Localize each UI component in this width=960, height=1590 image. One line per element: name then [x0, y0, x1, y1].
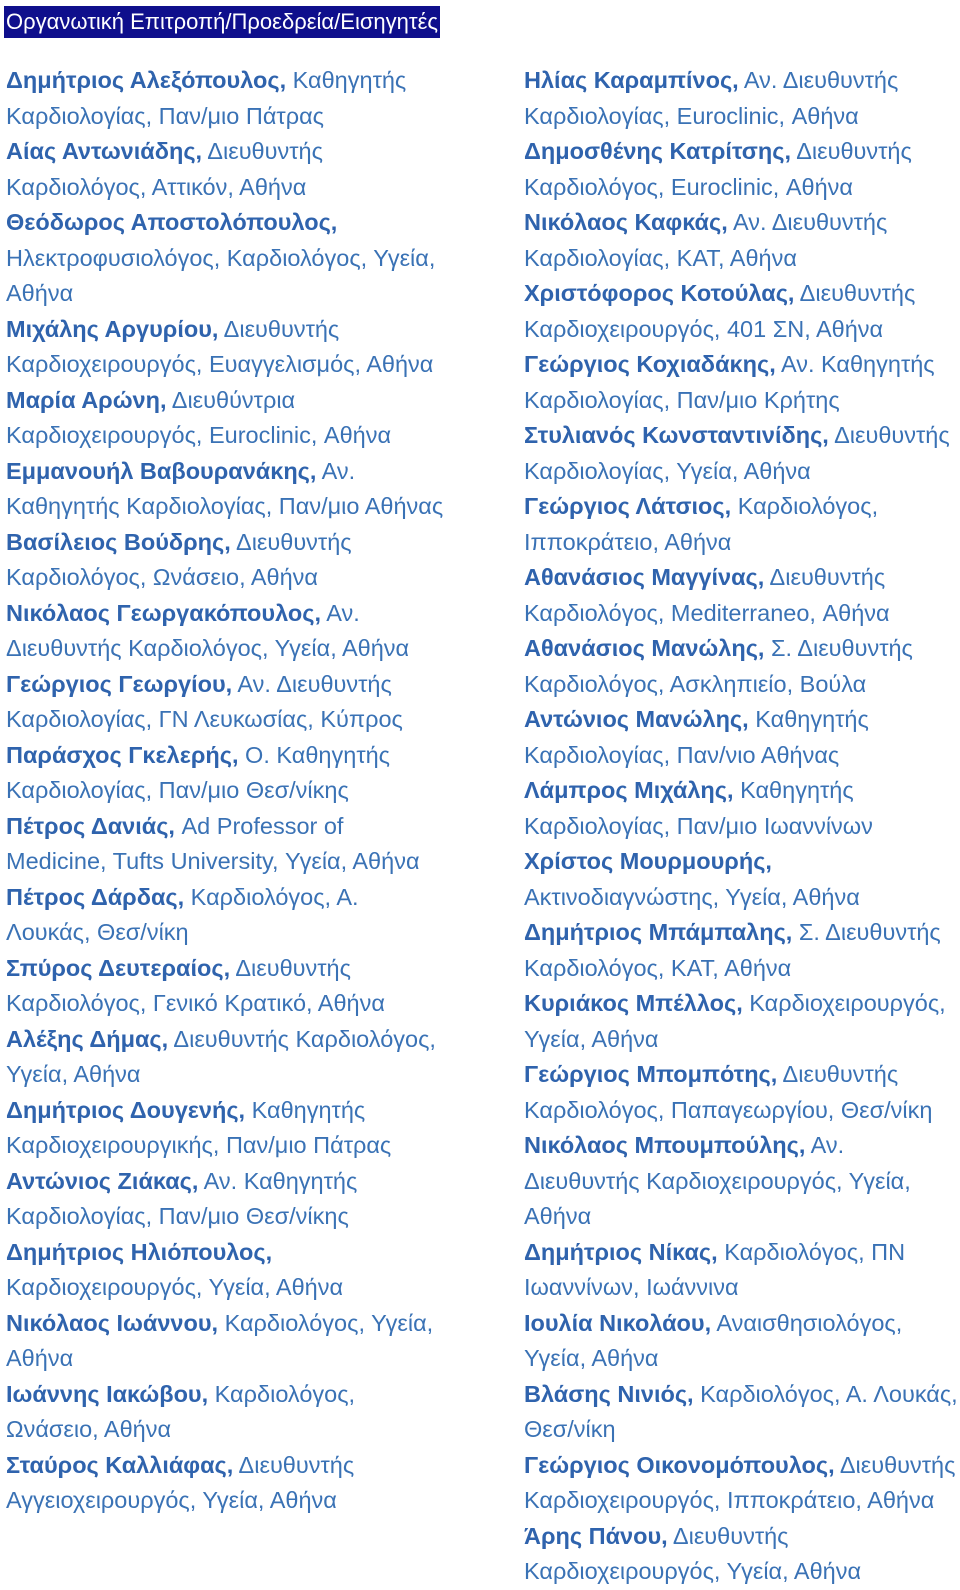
person-entry	[524, 63, 958, 134]
person-affiliation: Καθηγητής Καρδιολογίας, Παν/μιο Ιωαννίνων	[524, 777, 873, 839]
person-entry	[6, 951, 446, 1022]
person-entry	[524, 1235, 958, 1306]
person-name: Γεώργιος Γεωργίου,	[6, 670, 233, 697]
person-affiliation: Αν. Διευθυντής Καρδιοχειρουργός, Υγεία, Αθήνα	[524, 1132, 911, 1229]
person-entry	[524, 560, 958, 631]
person-affiliation: Διευθυντής Καρδιολόγος, Γενικό Κρατικό, Αθήνα	[6, 954, 385, 1016]
person-name: Δημήτριος Μπάμπαλης,	[524, 919, 793, 945]
person-affiliation: Αναισθησιολόγος, Υγεία, Αθήνα	[524, 1309, 903, 1371]
person-affiliation: Ακτινοδιαγνώστης, Υγεία, Αθήνα	[524, 883, 860, 910]
person-entry	[524, 347, 958, 418]
person-name: Ιωάννης Ιακώβου,	[6, 1380, 209, 1407]
person-name: Βλάσης Νινιός,	[524, 1380, 694, 1407]
person-affiliation: Καρδιοχειρουργός, Υγεία, Αθήνα	[6, 1274, 344, 1300]
person-affiliation: Διευθυντής Καρδιολόγος, Mediterraneo, Αθήνα	[524, 564, 890, 626]
person-affiliation: Διευθυντής Καρδιολόγος, Αττικόν, Αθήνα	[6, 138, 323, 200]
right-column	[524, 63, 958, 1590]
person-entry	[6, 205, 446, 312]
person-entry	[6, 1306, 446, 1377]
person-name: Δημήτριος Αλεξόπουλος,	[6, 67, 287, 93]
person-entry	[524, 1448, 958, 1519]
person-entry	[524, 631, 958, 702]
person-affiliation: Αν. Διευθυντής Καρδιολογίας, ΚΑΤ, Αθήνα	[524, 209, 888, 271]
person-affiliation: Σ. Διευθυντής Καρδιολόγος, Ασκληπιείο, Βούλα	[524, 635, 913, 697]
person-entry	[524, 844, 958, 915]
person-affiliation: Καρδιολόγος, Ωνάσειο, Αθήνα	[6, 1380, 356, 1442]
person-name: Εμμανουήλ Βαβουρανάκης,	[6, 457, 317, 484]
person-affiliation: Καρδιολόγος, Α. Λουκάς, Θεσ/νίκη	[6, 883, 359, 945]
person-affiliation: Διευθυντής Καρδιολογίας, Υγεία, Αθήνα	[524, 422, 950, 484]
person-affiliation: Διευθύντρια Καρδιοχειρουργός, Euroclinic, Αθήνα	[6, 386, 392, 448]
person-affiliation: Αν. Καθηγητής Καρδιολογίας, Παν/μιο Κρήτης	[524, 351, 935, 413]
person-affiliation: Διευθυντής Καρδιοχειρουργός, Ιπποκράτειο, Αθήνα	[524, 1451, 956, 1513]
person-name: Αθανάσιος Μανώλης,	[524, 635, 765, 661]
person-affiliation: Διευθυντής Καρδιοχειρουργός, 401 ΣΝ, Αθήνα	[524, 280, 916, 342]
person-entry	[524, 915, 958, 986]
person-entry	[524, 1306, 958, 1377]
person-affiliation: Διευθυντής Καρδιολόγος, Ωνάσειο, Αθήνα	[6, 528, 352, 590]
person-affiliation: Αν. Καθηγητής Καρδιολογίας, Παν/μιο Θεσ/νίκης	[6, 1167, 358, 1229]
person-entry	[6, 1448, 446, 1519]
person-entry	[524, 489, 958, 560]
person-affiliation: Καθηγητής Καρδιοχειρουργικής, Παν/μιο Πάτρας	[6, 1096, 392, 1158]
person-name: Πέτρος Δάρδας,	[6, 883, 185, 910]
person-name: Μιχάλης Αργυρίου,	[6, 315, 219, 342]
person-name: Νικόλαος Γεωργακόπουλος,	[6, 599, 321, 626]
person-name: Σταύρος Καλλιάφας,	[6, 1451, 234, 1478]
person-name: Θεόδωρος Αποστολόπουλος,	[6, 209, 338, 235]
person-affiliation: Αν. Διευθυντής Καρδιολογίας, ΓΝ Λευκωσίας, Κύπρος	[6, 670, 403, 732]
person-affiliation: Ο. Καθηγητής Καρδιολογίας, Παν/μιο Θεσ/νίκης	[6, 741, 390, 803]
person-name: Αντώνιος Μανώλης,	[524, 706, 749, 732]
person-name: Γεώργιος Μπομπότης,	[524, 1061, 778, 1087]
person-affiliation: Διευθυντής Καρδιολόγος, Euroclinic, Αθήνα	[524, 138, 912, 200]
person-affiliation: Σ. Διευθυντής Καρδιολόγος, ΚΑΤ, Αθήνα	[524, 919, 941, 981]
person-entry	[6, 1235, 446, 1306]
person-entry	[6, 525, 446, 596]
person-entry	[524, 1377, 958, 1448]
person-affiliation: Καθηγητής Καρδιολογίας, Παν/μιο Πάτρας	[6, 67, 407, 129]
person-entry	[524, 1057, 958, 1128]
person-affiliation: Καρδιοχειρουργός, Υγεία, Αθήνα	[524, 990, 946, 1052]
person-name: Δημήτριος Δουγενής,	[6, 1096, 246, 1123]
person-entry	[6, 312, 446, 383]
person-affiliation: Διευθυντής Αγγειοχειρουργός, Υγεία, Αθήνα	[6, 1451, 355, 1513]
person-entry	[6, 383, 446, 454]
person-entry	[6, 880, 446, 951]
person-affiliation: Διευθυντής Καρδιολόγος, Υγεία, Αθήνα	[6, 1025, 436, 1087]
person-affiliation: Καθηγητής Καρδιολογίας, Παν/νιο Αθήνας	[524, 706, 869, 768]
person-affiliation: Καρδιολόγος, Ιπποκράτειο, Αθήνα	[524, 493, 879, 555]
person-entry	[6, 738, 446, 809]
person-entry	[524, 986, 958, 1057]
person-name: Χρίστος Μουρμουρής,	[524, 848, 772, 874]
person-entry	[524, 773, 958, 844]
person-name: Αθανάσιος Μαγγίνας,	[524, 564, 765, 590]
person-name: Σπύρος Δευτεραίος,	[6, 954, 231, 981]
person-name: Δημήτριος Νίκας,	[524, 1238, 718, 1265]
person-name: Νικόλαος Ιωάννου,	[6, 1309, 219, 1336]
person-entry	[6, 454, 446, 525]
person-entry	[6, 809, 446, 880]
person-name: Γεώργιος Οικονομόπουλος,	[524, 1451, 835, 1478]
person-name: Γεώργιος Λάτσιος,	[524, 493, 732, 519]
person-affiliation: Καρδιολόγος, ΠΝ Ιωαννίνων, Ιωάννινα	[524, 1238, 906, 1300]
person-name: Αίας Αντωνιάδης,	[6, 138, 203, 164]
person-name: Γεώργιος Κοχιαδάκης,	[524, 351, 776, 377]
person-entry	[6, 1164, 446, 1235]
person-name: Ηλίας Καραμπίνος,	[524, 67, 739, 93]
person-entry	[524, 134, 958, 205]
person-name: Δημήτριος Ηλιόπουλος,	[6, 1238, 273, 1265]
person-name: Δημοσθένης Κατρίτσης,	[524, 138, 791, 164]
person-entry	[524, 1128, 958, 1235]
person-entry	[524, 1519, 958, 1590]
person-name: Κυριάκος Μπέλλος,	[524, 990, 743, 1016]
person-entry	[6, 63, 446, 134]
person-name: Μαρία Αρώνη,	[6, 386, 167, 413]
left-column	[6, 63, 446, 1519]
person-entry	[524, 702, 958, 773]
person-entry	[6, 1377, 446, 1448]
person-affiliation: Διευθυντής Καρδιοχειρουργός, Ευαγγελισμός, Αθήνα	[6, 315, 434, 377]
person-name: Λάμπρος Μιχάλης,	[524, 777, 734, 803]
person-entry	[6, 596, 446, 667]
person-entry	[524, 276, 958, 347]
person-affiliation: Αν. Διευθυντής Καρδιολόγος, Υγεία, Αθήνα	[6, 599, 410, 661]
person-affiliation: Αν. Καθηγητής Καρδιολογίας, Παν/μιο Αθήνας	[6, 457, 444, 519]
person-name: Παράσχος Γκελερής,	[6, 741, 239, 768]
person-name: Στυλιανός Κωνσταντινίδης,	[524, 422, 829, 448]
person-name: Ιουλία Νικολάου,	[524, 1309, 712, 1336]
person-affiliation: Καρδιολόγος, Υγεία, Αθήνα	[6, 1309, 434, 1371]
person-entry	[6, 1093, 446, 1164]
person-name: Χριστόφορος Κοτούλας,	[524, 280, 795, 306]
person-entry	[6, 1022, 446, 1093]
person-affiliation: Διευθυντής Καρδιοχειρουργός, Υγεία, Αθήνα	[524, 1522, 862, 1584]
person-affiliation: Ηλεκτροφυσιολόγος, Καρδιολόγος, Υγεία, Αθήνα	[6, 244, 436, 306]
person-name: Πέτρος Δανιάς,	[6, 812, 175, 839]
person-affiliation: Αν. Διευθυντής Καρδιολογίας, Euroclinic, Αθήνα	[524, 67, 899, 129]
person-name: Βασίλειος Βούδρης,	[6, 528, 231, 555]
person-entry	[524, 418, 958, 489]
person-name: Αλέξης Δήμας,	[6, 1025, 169, 1052]
person-name: Νικόλαος Καφκάς,	[524, 209, 728, 235]
person-name: Άρης Πάνου,	[524, 1522, 668, 1549]
person-name: Αντώνιος Ζιάκας,	[6, 1167, 199, 1194]
person-affiliation: Διευθυντής Καρδιολόγος, Παπαγεωργίου, Θεσ/νίκη	[524, 1061, 933, 1123]
person-affiliation: Ad Professor of Medicine, Tufts University, Υγεία, Αθήνα	[6, 812, 420, 874]
person-affiliation: Καρδιολόγος, Α. Λουκάς, Θεσ/νίκη	[524, 1380, 958, 1442]
person-entry	[524, 205, 958, 276]
person-entry	[6, 667, 446, 738]
person-name: Νικόλαος Μπουμπούλης,	[524, 1132, 806, 1158]
page-heading: Οργανωτική Επιτροπή/Προεδρεία/Εισηγητές	[4, 6, 440, 38]
person-entry	[6, 134, 446, 205]
